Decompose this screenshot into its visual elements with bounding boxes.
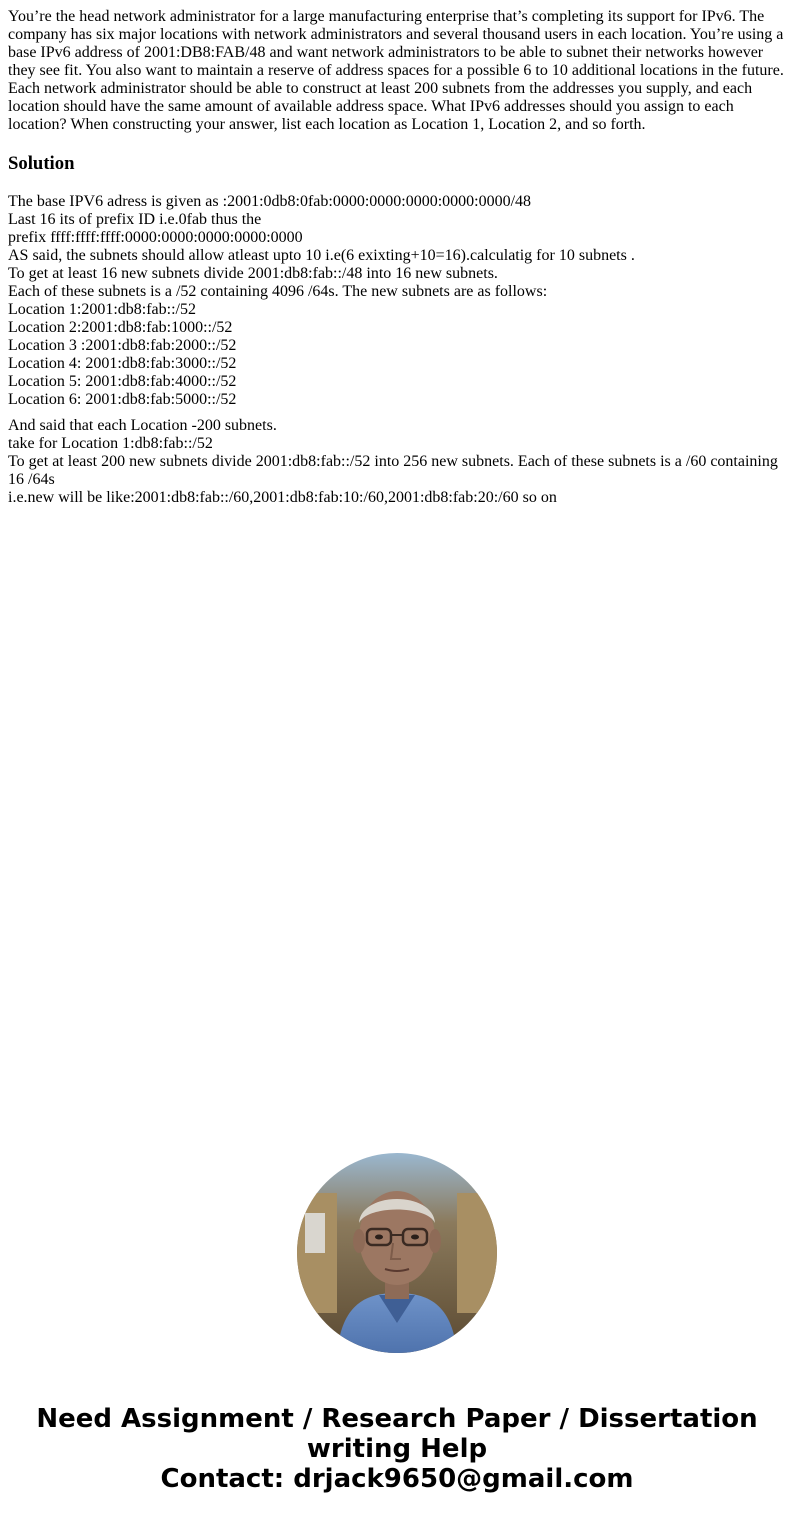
footer-banner xyxy=(0,1404,794,1494)
solution-line: Last 16 its of prefix ID i.e.0fab thus the xyxy=(8,211,262,228)
solution-block-1 xyxy=(8,193,786,409)
location-1-line: Location 1:2001:db8:fab::/52 xyxy=(8,301,196,318)
solution-line: i.e.new will be like:2001:db8:fab::/60,2001:db8:fab:10:/60,2001:db8:fab:20:/60 so on xyxy=(8,489,557,506)
solution-line: To get at least 16 new subnets divide 2001:db8:fab::/48 into 16 new subnets. xyxy=(8,265,498,282)
solution-line: The base IPV6 adress is given as :2001:0db8:0fab:0000:0000:0000:0000:0000/48 xyxy=(8,193,532,210)
solution-line: take for Location 1:db8:fab::/52 xyxy=(8,435,213,452)
footer-contact: Contact: drjack9650@gmail.com xyxy=(160,1464,634,1494)
solution-heading: Solution xyxy=(8,153,75,174)
footer-line-1: Need Assignment / Research Paper / Dissertation xyxy=(36,1404,758,1434)
author-avatar xyxy=(297,1153,497,1353)
solution-line: And said that each Location -200 subnets. xyxy=(8,417,277,434)
location-2-line: Location 2:2001:db8:fab:1000::/52 xyxy=(8,319,233,336)
main-content xyxy=(8,8,786,507)
avatar-portrait-image xyxy=(297,1153,497,1353)
solution-line: AS said, the subnets should allow atleast upto 10 i.e(6 exixting+10=16).calculatig for 10 subnets . xyxy=(8,247,635,264)
paragraph-gap xyxy=(8,409,786,417)
question-text: You’re the head network administrator for a large manufacturing enterprise that’s completing its support for IPv6. The company has six major locations with network administrators and several thousand users in each location. You’re using a base IPv6 address of 2001:DB8:FAB/48 and want network administrators to be able to subnet their networks however they see fit. You also want to maintain a reserve of address spaces for a possible 6 to 10 additional locations in the future. Each network administrator should be able to construct at least 200 subnets from the addresses you supply, and each location should have the same amount of available address space. What IPv6 addresses should you assign to each location? When constructing your answer, list each location as Location 1, Location 2, and so forth. xyxy=(8,8,784,133)
solution-line: Each of these subnets is a /52 containing 4096 /64s. The new subnets are as follows: xyxy=(8,283,548,300)
location-6-line: Location 6: 2001:db8:fab:5000::/52 xyxy=(8,391,237,408)
solution-block-2 xyxy=(8,417,786,507)
location-5-line: Location 5: 2001:db8:fab:4000::/52 xyxy=(8,373,237,390)
solution-line: To get at least 200 new subnets divide 2001:db8:fab::/52 into 256 new subnets. Each of these subnets is a /60 containing 16 /64s xyxy=(8,453,778,488)
location-4-line: Location 4: 2001:db8:fab:3000::/52 xyxy=(8,355,237,372)
footer-line-2: writing Help xyxy=(306,1434,488,1464)
location-3-line: Location 3 :2001:db8:fab:2000::/52 xyxy=(8,337,237,354)
solution-line: prefix ffff:ffff:ffff:0000:0000:0000:0000:0000 xyxy=(8,229,303,246)
